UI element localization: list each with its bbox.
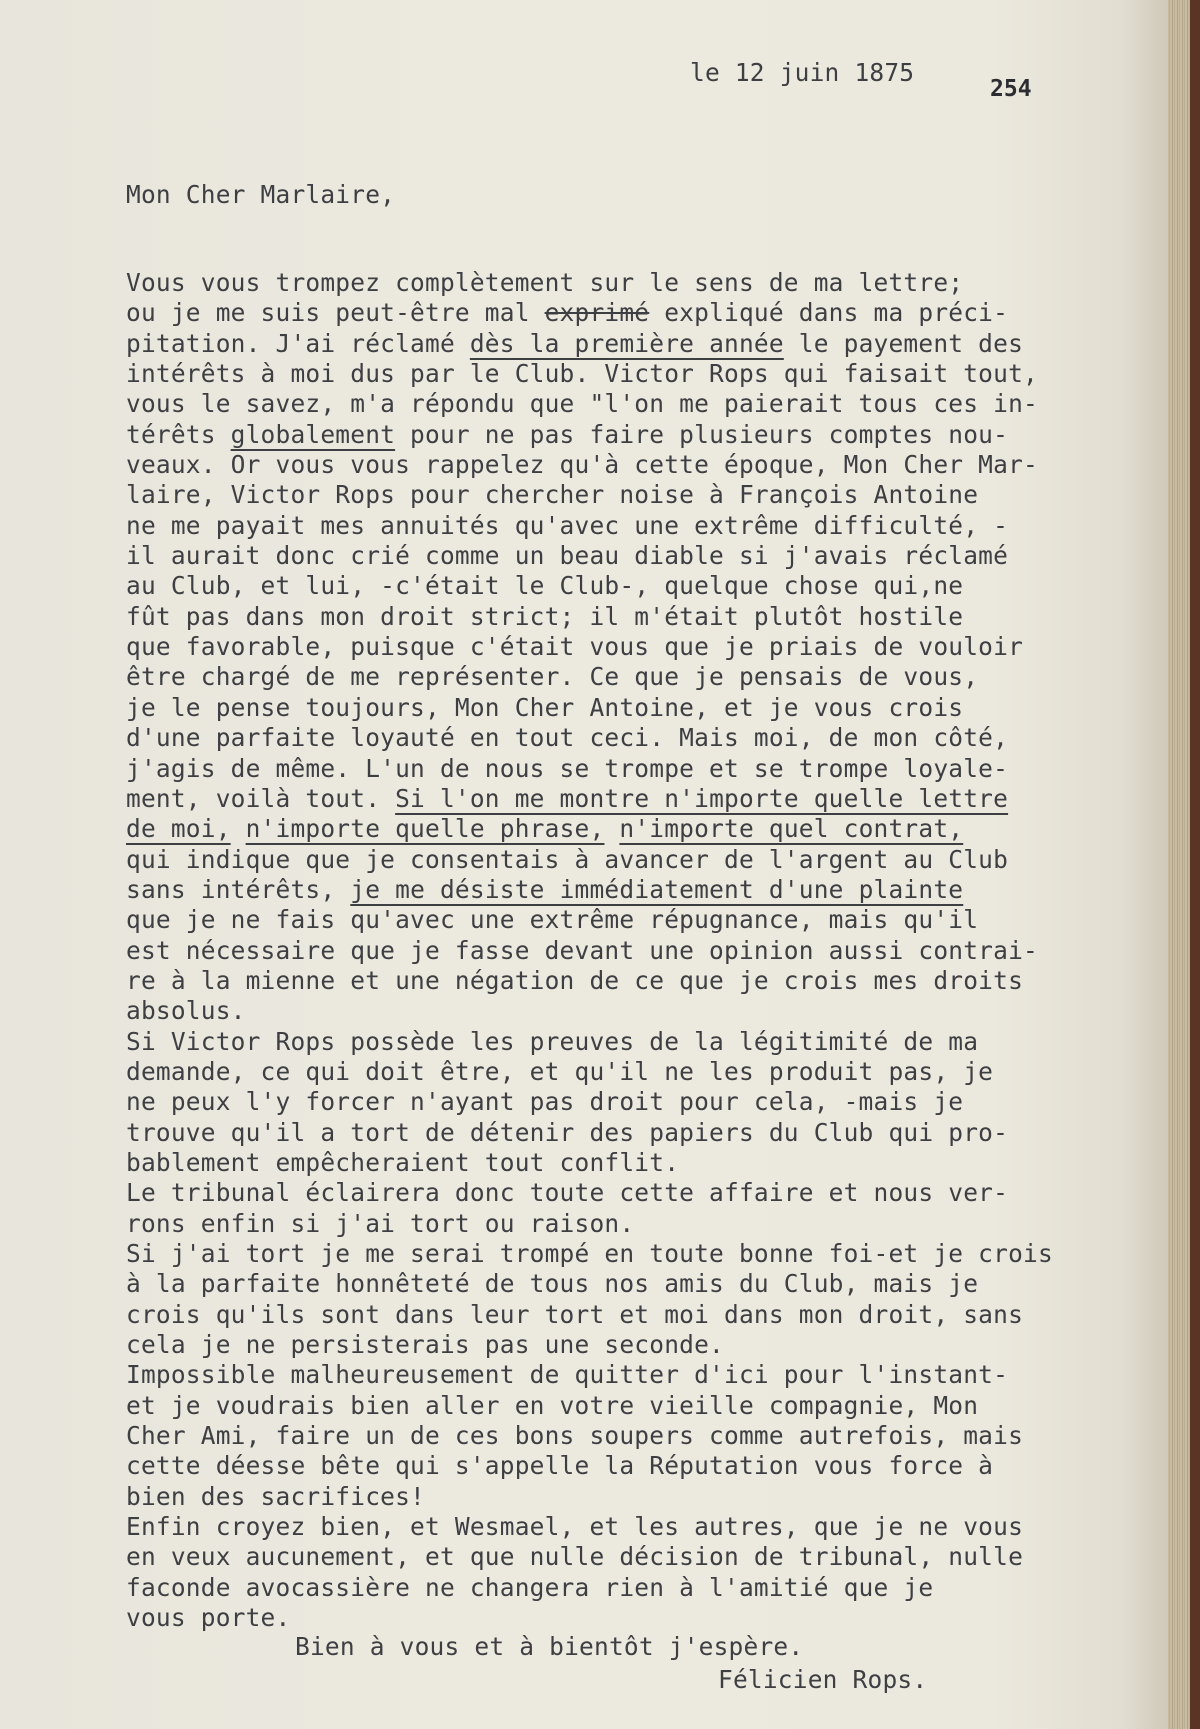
text-segment: Si Victor Rops possède les preuves de la légitimité de ma <box>126 1026 979 1056</box>
letter-line <box>126 389 1096 419</box>
text-segment: laire, Victor Rops pour chercher noise à François Antoine <box>126 480 979 510</box>
text-segment: être chargé de me représenter. Ce que je pensais de vous, <box>126 662 979 692</box>
text-segment: ment, voilà tout. <box>126 783 396 813</box>
letter-line <box>126 1482 1096 1512</box>
letter-line <box>126 1512 1096 1542</box>
letter-line <box>126 298 1096 328</box>
text-segment: cette déesse bête qui s'appelle la Réputation vous force à <box>126 1451 994 1481</box>
letter-line <box>126 1421 1096 1451</box>
letter-line <box>126 420 1096 450</box>
letter-line <box>126 875 1096 905</box>
text-segment: je le pense toujours, Mon Cher Antoine, et je vous crois <box>126 692 964 722</box>
text-segment: Le tribunal éclairera donc toute cette affaire et nous ver- <box>126 1178 1009 1208</box>
letter-line <box>126 511 1096 541</box>
letter-line <box>126 632 1096 662</box>
book-binding <box>1190 0 1200 1729</box>
text-segment: à la parfaite honnêteté de tous nos amis du Club, mais je <box>126 1269 979 1299</box>
text-segment: expliqué dans ma préci- <box>649 298 1009 328</box>
letter-line <box>126 1209 1096 1239</box>
text-segment: crois qu'ils sont dans leur tort et moi dans mon droit, sans <box>126 1299 1024 1329</box>
letter-line <box>126 541 1096 571</box>
text-segment: rons enfin si j'ai tort ou raison. <box>126 1208 635 1238</box>
text-segment: il aurait donc crié comme un beau diable si j'avais réclamé <box>126 541 1009 571</box>
text-segment: ne peux l'y forcer n'ayant pas droit pour cela, -mais je <box>126 1087 964 1117</box>
text-segment: fût pas dans mon droit strict; il m'était plutôt hostile <box>126 601 964 631</box>
text-segment: que favorable, puisque c'était vous que je priais de vouloir <box>126 632 1024 662</box>
underlined-text: n'importe quelle phrase, <box>245 814 605 844</box>
text-segment: Si j'ai tort je me serai trompé en toute bonne foi-et je crois <box>126 1239 1053 1268</box>
letter-line <box>126 1057 1096 1087</box>
text-segment: Cher Ami, faire un de ces bons soupers comme autrefois, mais <box>126 1421 1024 1451</box>
text-segment: re à la mienne et une négation de ce que je crois mes droits <box>126 965 1024 995</box>
underlined-text: dès la première année <box>469 328 784 358</box>
salutation: Mon Cher Marlaire, <box>126 180 396 209</box>
letter-line <box>126 905 1096 935</box>
text-segment <box>604 814 619 843</box>
text-segment: sans intérêts, <box>126 874 351 904</box>
letter-line <box>126 1148 1096 1178</box>
letter-line <box>126 329 1096 359</box>
text-segment: que je ne fais qu'avec une extrême répugnance, mais qu'il <box>126 905 979 935</box>
text-segment: j'agis de même. L'un de nous se trompe et se trompe loyale- <box>126 753 1009 783</box>
letter-line <box>126 662 1096 692</box>
letter-line <box>126 1300 1096 1330</box>
text-segment: qui indique que je consentais à avancer de l'argent au Club <box>126 844 1009 874</box>
letter-line <box>126 936 1096 966</box>
text-segment: faconde avocassière ne changera rien à l'amitié que je <box>126 1572 934 1602</box>
text-segment: au Club, et lui, -c'était le Club-, quelque chose qui,ne <box>126 571 964 601</box>
underlined-text: globalement <box>230 419 396 449</box>
letter-line <box>126 450 1096 480</box>
letter-line <box>126 784 1096 814</box>
text-segment: intérêts à moi dus par le Club. Victor Rops qui faisait tout, <box>126 359 1038 389</box>
text-segment: Impossible malheureusement de quitter d'ici pour l'instant- <box>126 1360 1009 1390</box>
letter-line <box>126 1451 1096 1481</box>
page-number: 254 <box>990 76 1032 102</box>
text-segment: et je voudrais bien aller en votre vieille compagnie, Mon <box>126 1390 979 1420</box>
text-segment: d'une parfaite loyauté en tout ceci. Mais moi, de mon côté, <box>126 723 1009 753</box>
letter-line <box>126 1178 1096 1208</box>
signature: Félicien Rops. <box>718 1665 928 1694</box>
letter-line <box>126 814 1096 844</box>
letter-line <box>126 480 1096 510</box>
letter-line <box>126 1391 1096 1421</box>
letter-line <box>126 1239 1096 1269</box>
struck-text: exprimé <box>544 298 650 328</box>
text-segment: bablement empêcheraient tout conflit. <box>126 1147 680 1177</box>
text-segment: Enfin croyez bien, et Wesmael, et les autres, que je ne vous <box>126 1512 1024 1542</box>
text-segment: est nécessaire que je fasse devant une opinion aussi contrai- <box>126 935 1038 965</box>
text-segment: demande, ce qui doit être, et qu'il ne les produit pas, je <box>126 1056 994 1086</box>
letter-line <box>126 1087 1096 1117</box>
letter-line <box>126 1118 1096 1148</box>
letter-line <box>126 602 1096 632</box>
page-edges <box>1168 0 1190 1729</box>
letter-line <box>126 1027 1096 1057</box>
text-segment: pitation. J'ai réclamé <box>126 328 470 358</box>
letter-line <box>126 754 1096 784</box>
text-segment: térêts <box>126 419 231 449</box>
text-segment: absolus. <box>126 996 246 1026</box>
text-segment: vous porte. <box>126 1603 291 1633</box>
letter-line <box>126 571 1096 601</box>
underlined-text: je me désiste immédiatement d'une plainte <box>350 874 964 904</box>
letter-line <box>126 693 1096 723</box>
letter-line <box>126 1542 1096 1572</box>
closing-line: Bien à vous et à bientôt j'espère. <box>295 1632 804 1661</box>
letter-line <box>126 1360 1096 1390</box>
letter-line <box>126 845 1096 875</box>
letter-date: le 12 juin 1875 <box>690 58 915 87</box>
letter-line <box>126 1603 1096 1633</box>
letter-line <box>126 723 1096 753</box>
text-segment: trouve qu'il a tort de détenir des papiers du Club qui pro- <box>126 1117 1009 1147</box>
text-segment: ou je me suis peut-être mal <box>126 298 545 328</box>
underlined-text: de moi, <box>126 814 231 844</box>
underlined-text: n'importe quel contrat, <box>619 814 964 844</box>
letter-line <box>126 996 1096 1026</box>
text-segment: bien des sacrifices! <box>126 1481 426 1511</box>
letter-line <box>126 966 1096 996</box>
text-segment: cela je ne persisterais pas une seconde. <box>126 1330 725 1360</box>
text-segment: en veux aucunement, et que nulle décision de tribunal, nulle <box>126 1542 1024 1572</box>
text-segment: ne me payait mes annuités qu'avec une extrême difficulté, - <box>126 510 1009 540</box>
text-segment: Vous vous trompez complètement sur le sens de ma lettre; <box>126 268 964 297</box>
text-segment: pour ne pas faire plusieurs comptes nou- <box>395 419 1009 449</box>
text-segment: vous le savez, m'a répondu que "l'on me paierait tous ces in- <box>126 389 1038 419</box>
letter-line <box>126 1269 1096 1299</box>
letter-line <box>126 1330 1096 1360</box>
text-segment: veaux. Or vous vous rappelez qu'à cette époque, Mon Cher Mar- <box>126 450 1038 480</box>
letter-line <box>126 268 1096 298</box>
letter-line <box>126 1573 1096 1603</box>
letter-line <box>126 359 1096 389</box>
text-segment <box>231 814 246 843</box>
text-segment: le payement des <box>783 328 1024 358</box>
underlined-text: Si l'on me montre n'importe quelle lettre <box>395 783 1009 813</box>
letter-body <box>126 268 1096 1633</box>
